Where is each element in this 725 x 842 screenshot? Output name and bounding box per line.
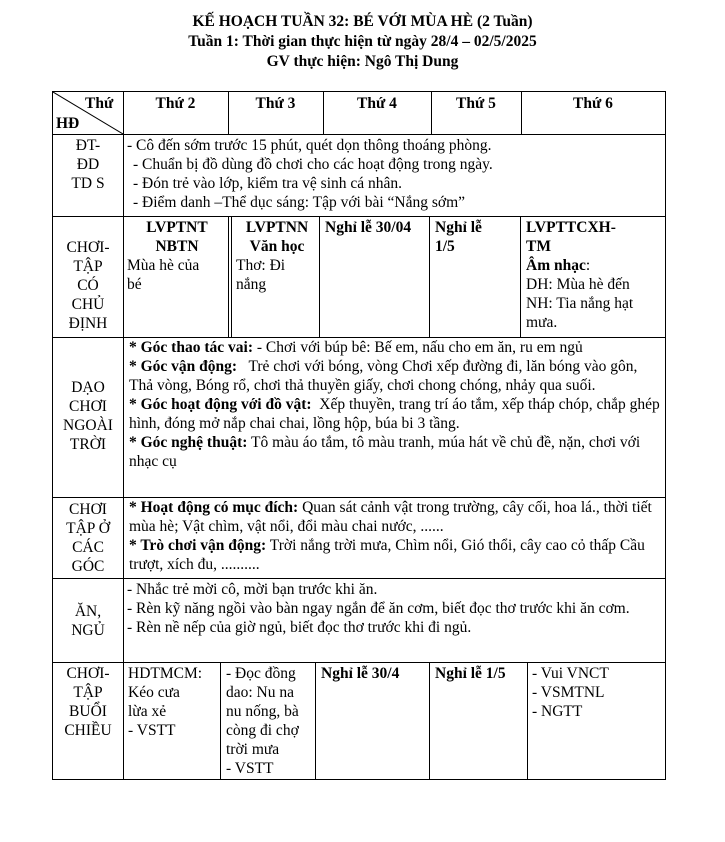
an-ngu-line: - Rèn kỹ năng ngồi vào bàn ngay ngắn để ăn cơm, biết đọc thơ trước khi ăn cơm. (127, 600, 630, 617)
row-label-ngoai-troi: DẠO CHƠI NGOÀI TRỜI (63, 379, 113, 453)
row-label-choi-tap: CHƠI- TẬP CÓ CHỦ ĐỊNH (66, 239, 110, 332)
item-text: Trời nắng trời mưa, Chìm nổi, Gió thổi, cây cao cỏ thấp Cầu trượt, xích đu, .......... (129, 537, 645, 573)
grid-line (520, 216, 521, 337)
day-header-fri: Thứ 6 (573, 95, 613, 112)
an-ngu-line: - Rèn nề nếp của giờ ngủ, biết đọc thơ trước khi đi ngủ. (127, 619, 472, 636)
choi-tap-fri (526, 218, 664, 332)
cac-goc-content (129, 498, 662, 574)
week-line: Tuần 1: Thời gian thực hiện từ ngày 28/4 – 02/5/2025 (188, 33, 537, 50)
buoi-chieu-thu: Nghỉ lễ 1/5 (435, 665, 506, 682)
grid-line (429, 216, 430, 337)
choi-tap-thu: Nghỉ lễ 1/5 (435, 219, 482, 255)
ngoai-troi-item (129, 395, 662, 433)
teacher-line: GV thực hiện: Ngô Thị Dung (266, 53, 459, 70)
ngoai-troi-item (129, 433, 662, 471)
item-head: * Góc hoạt động với đồ vật: (129, 396, 312, 413)
ngoai-troi-item (129, 357, 662, 395)
grid-line (315, 662, 316, 779)
choi-tap-mon-body: Mùa hè của bé (127, 257, 200, 293)
don-tre-content (127, 136, 663, 212)
buoi-chieu-tue: - Đọc đồng dao: Nu na nu nống, bà còng đi chợ trời mưa - VSTT (226, 665, 299, 777)
row-label-cac-goc: CHƠI TẬP Ở CÁC GÓC (66, 501, 110, 575)
grid-line (220, 662, 221, 779)
day-header-thu: Thứ 5 (456, 95, 496, 112)
item-head: * Góc nghệ thuật: (129, 434, 248, 451)
don-tre-line: - Đón trẻ vào lớp, kiểm tra vệ sinh cá nhân. (133, 175, 403, 192)
buoi-chieu-fri: - Vui VNCT - VSMTNL - NGTT (532, 665, 609, 720)
item-text: Quan sát cảnh vật trong trường, cây cối, hoa lá., thời tiết mùa hè; Vật chìm, vật nổi, đổi màu chai nước, ...... (129, 499, 652, 535)
choi-tap-tue (236, 218, 318, 294)
buoi-chieu-mon: HDTMCM: Kéo cưa lừa xẻ - VSTT (128, 665, 203, 739)
row-label-an-ngu: ĂN, NGỦ (71, 603, 105, 639)
day-header-wed: Thứ 4 (357, 95, 397, 112)
an-ngu-line: - Nhắc trẻ mời cô, mời bạn trước khi ăn. (127, 581, 378, 598)
an-ngu-content (127, 580, 663, 637)
choi-tap-fri-colon: : (585, 257, 591, 274)
choi-tap-fri-title: LVPTTCXH- TM (526, 219, 616, 255)
item-head: * Hoạt động có mục đích: (129, 499, 299, 516)
choi-tap-wed: Nghỉ lễ 30/04 (325, 219, 412, 236)
item-head: * Góc vận động: (129, 358, 238, 375)
grid-line (319, 216, 320, 337)
choi-tap-tue-title: LVPTNN Văn học (245, 219, 309, 255)
item-text: Xếp thuyền, trang trí áo tắm, xếp tháp chóp, chắp ghép hình, đóng mở nắp chai chai, lồng hộp, búa bi 3 tầng. (129, 396, 664, 432)
item-text: Tô màu áo tắm, tô màu tranh, múa hát về chủ đề, nặn, chơi với nhạc cụ (129, 434, 641, 470)
item-head: * Góc thao tác vai: (129, 339, 253, 356)
corner-thu-label: Thứ (85, 95, 114, 112)
don-tre-line: - Điểm danh –Thể dục sáng: Tập với bài “Nắng sớm” (133, 194, 466, 211)
choi-tap-fri-subtitle: Âm nhạc (526, 257, 586, 274)
choi-tap-mon-title: LVPTNT NBTN (146, 219, 208, 255)
choi-tap-fri-body: DH: Mùa hè đến NH: Tia nắng hạt mưa. (526, 276, 634, 331)
cac-goc-item (129, 536, 662, 574)
day-header-tue: Thứ 3 (255, 95, 296, 112)
grid-line (527, 662, 528, 779)
grid-line (123, 92, 124, 779)
grid-line (53, 216, 665, 217)
page-title: KẾ HOẠCH TUẦN 32: BÉ VỚI MÙA HÈ (2 Tuần) (192, 13, 533, 30)
weekly-plan-table (52, 91, 666, 780)
grid-line (53, 662, 665, 663)
row-label-buoi-chieu: CHƠI- TẬP BUỔI CHIỀU (64, 665, 112, 739)
grid-line (429, 662, 430, 779)
corner-hd-label: HĐ (56, 115, 80, 132)
choi-tap-mon (127, 218, 227, 294)
grid-line (53, 578, 665, 579)
day-header-mon: Thứ 2 (155, 95, 196, 112)
don-tre-line: - Chuẩn bị đồ dùng đồ chơi cho các hoạt động trong ngày. (133, 156, 493, 173)
cac-goc-item (129, 498, 662, 536)
item-text: Trẻ chơi với bóng, vòng Chơi xếp đường đi, lăn bóng vào gôn, Thả vòng, Bóng rổ, chơi thả thuyền giấy, chơi chong chóng, nhảy qua suối. (129, 358, 641, 394)
choi-tap-tue-body: Thơ: Đi nắng (236, 257, 286, 293)
don-tre-line: - Cô đến sớm trước 15 phút, quét dọn thông thoáng phòng. (127, 137, 492, 154)
item-text: - Chơi với búp bê: Bế em, nấu cho em ăn, ru em ngủ (252, 339, 583, 356)
grid-line (228, 216, 229, 337)
buoi-chieu-wed: Nghỉ lễ 30/4 (321, 665, 400, 682)
grid-line (231, 216, 232, 337)
item-head: * Trò chơi vận động: (129, 537, 267, 554)
ngoai-troi-content (129, 338, 662, 471)
grid-line (53, 134, 665, 135)
row-label-don-tre: ĐT- ĐD TD S (71, 137, 105, 192)
ngoai-troi-item (129, 338, 662, 357)
